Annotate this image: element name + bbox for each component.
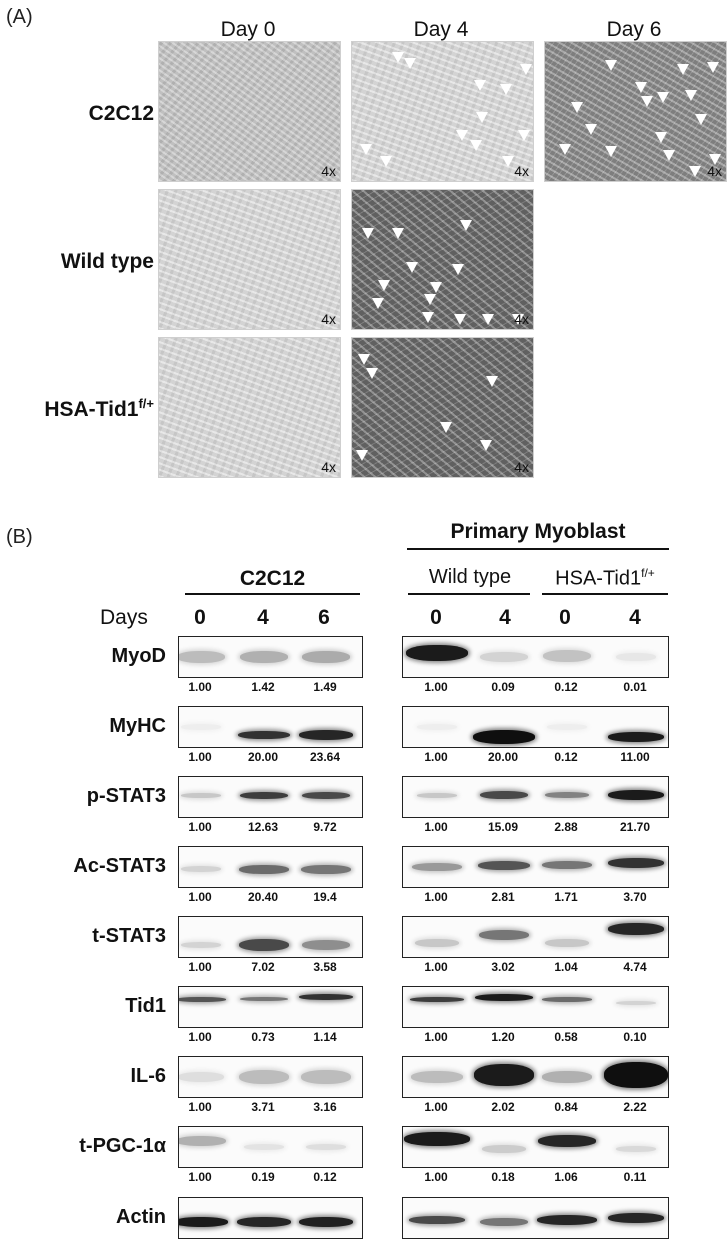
arrowhead-marker bbox=[358, 354, 370, 365]
quantification-value: 2.22 bbox=[623, 1100, 647, 1114]
blot-band bbox=[239, 865, 289, 874]
blot-band bbox=[181, 942, 221, 948]
arrowhead-marker bbox=[372, 298, 384, 309]
blot-label-actin: Actin bbox=[116, 1206, 166, 1228]
blot-label-t-stat3: t-STAT3 bbox=[92, 925, 166, 947]
arrowhead-marker bbox=[559, 144, 571, 155]
panel-a-label: (A) bbox=[6, 6, 33, 28]
arrowhead-marker bbox=[689, 166, 701, 177]
quantification-value: 1.04 bbox=[554, 960, 578, 974]
blot-band bbox=[178, 651, 225, 663]
blot-band bbox=[178, 1072, 224, 1082]
lane-day-label: 6 bbox=[318, 606, 330, 629]
arrowhead-marker bbox=[571, 102, 583, 113]
blot-band bbox=[302, 792, 350, 799]
hsa-tid1-header: HSA-$Tid1^{f/+}$ bbox=[555, 566, 655, 590]
arrowhead-marker bbox=[456, 130, 468, 141]
blot-strip bbox=[178, 776, 363, 818]
quantification-value: 1.20 bbox=[491, 1030, 515, 1044]
quantification-value: 1.00 bbox=[424, 890, 448, 904]
arrowhead-marker bbox=[518, 130, 530, 141]
lane-day-label: 4 bbox=[499, 606, 511, 629]
blot-strip bbox=[178, 986, 363, 1028]
quantification-value: 20.00 bbox=[487, 750, 519, 764]
quantification-value: 0.01 bbox=[623, 680, 647, 694]
quantification-value: 1.00 bbox=[188, 960, 212, 974]
blot-band bbox=[302, 651, 350, 663]
blot-band bbox=[479, 930, 529, 940]
blot-band bbox=[240, 651, 288, 663]
blot-band bbox=[181, 793, 221, 798]
arrowhead-marker bbox=[378, 280, 390, 291]
row-header-wild-type: Wild type bbox=[60, 250, 154, 273]
arrowhead-marker bbox=[392, 228, 404, 239]
lane-day-label: 0 bbox=[194, 606, 206, 629]
arrowhead-marker bbox=[404, 58, 416, 69]
quantification-value: 1.49 bbox=[313, 680, 337, 694]
blot-band bbox=[299, 994, 353, 1000]
magnification-label: 4x bbox=[707, 163, 722, 179]
blot-band bbox=[604, 1062, 668, 1088]
blot-strip bbox=[402, 1056, 669, 1098]
micrograph-hsa-tid1-day0 bbox=[158, 337, 341, 478]
quantification-value: 0.18 bbox=[491, 1170, 515, 1184]
micrograph-c2c12-day4 bbox=[351, 41, 534, 182]
blot-band bbox=[542, 997, 592, 1002]
micrograph-hsa-tid1-day4 bbox=[351, 337, 534, 478]
blot-band bbox=[480, 1218, 528, 1226]
blot-band bbox=[542, 861, 592, 869]
blot-band bbox=[411, 1071, 463, 1083]
blot-band bbox=[480, 791, 528, 799]
blot-band bbox=[404, 1132, 470, 1146]
arrowhead-marker bbox=[392, 52, 404, 63]
blot-strip bbox=[402, 706, 669, 748]
arrowhead-marker bbox=[460, 220, 472, 231]
blot-band bbox=[412, 863, 462, 871]
arrowhead-marker bbox=[362, 228, 374, 239]
quantification-value: 1.00 bbox=[188, 680, 212, 694]
blot-band bbox=[178, 997, 226, 1002]
blot-label-t-pgc-1-: t-PGC-1α bbox=[79, 1135, 166, 1157]
blot-strip bbox=[178, 1126, 363, 1168]
primary-myoblast-header: Primary Myoblast bbox=[450, 520, 626, 543]
arrowhead-marker bbox=[482, 314, 494, 325]
quantification-value: 23.64 bbox=[309, 750, 341, 764]
quantification-value: 1.00 bbox=[424, 1170, 448, 1184]
magnification-label: 4x bbox=[514, 163, 529, 179]
arrowhead-marker bbox=[585, 124, 597, 135]
blot-band bbox=[417, 724, 457, 730]
quantification-value: 1.00 bbox=[424, 1100, 448, 1114]
blot-strip bbox=[402, 986, 669, 1028]
arrowhead-marker bbox=[470, 140, 482, 151]
micrograph-c2c12-day6 bbox=[544, 41, 727, 182]
quantification-value: 0.10 bbox=[623, 1030, 647, 1044]
arrowhead-marker bbox=[685, 90, 697, 101]
blot-label-myod: MyoD bbox=[111, 645, 166, 667]
blot-band bbox=[478, 861, 530, 870]
blot-band bbox=[545, 939, 589, 947]
blot-label-ac-stat3: Ac-STAT3 bbox=[73, 855, 166, 877]
arrowhead-marker bbox=[356, 450, 368, 461]
blot-label-myhc: MyHC bbox=[109, 715, 166, 737]
arrowhead-marker bbox=[677, 64, 689, 75]
arrowhead-marker bbox=[502, 156, 514, 167]
magnification-label: 4x bbox=[321, 311, 336, 327]
days-label: Days bbox=[100, 606, 148, 629]
blot-strip bbox=[178, 636, 363, 678]
arrowhead-marker bbox=[635, 82, 647, 93]
quantification-value: 1.14 bbox=[313, 1030, 337, 1044]
blot-band bbox=[239, 1070, 289, 1084]
wild-type-header: Wild type bbox=[428, 566, 512, 588]
quantification-value: 1.00 bbox=[424, 680, 448, 694]
blot-band bbox=[299, 730, 353, 740]
blot-band bbox=[542, 1071, 592, 1083]
quantification-value: 0.12 bbox=[554, 680, 578, 694]
quantification-value: 7.02 bbox=[251, 960, 275, 974]
quantification-value: 19.4 bbox=[313, 890, 337, 904]
blot-strip bbox=[178, 916, 363, 958]
blot-label-tid1: Tid1 bbox=[125, 995, 166, 1017]
blot-band bbox=[547, 724, 587, 730]
blot-band bbox=[473, 730, 535, 744]
micrograph-c2c12-day0 bbox=[158, 41, 341, 182]
blot-label-p-stat3: p-STAT3 bbox=[86, 785, 166, 807]
quantification-value: 20.00 bbox=[247, 750, 279, 764]
quantification-value: 1.00 bbox=[424, 960, 448, 974]
arrowhead-marker bbox=[360, 144, 372, 155]
arrowhead-marker bbox=[474, 80, 486, 91]
quantification-value: 9.72 bbox=[313, 820, 337, 834]
arrowhead-marker bbox=[657, 92, 669, 103]
blot-strip bbox=[178, 846, 363, 888]
quantification-value: 11.00 bbox=[620, 750, 650, 764]
blot-band bbox=[616, 1146, 656, 1152]
quantification-value: 1.00 bbox=[188, 890, 212, 904]
quantification-value: 0.84 bbox=[554, 1100, 578, 1114]
blot-band bbox=[474, 1064, 534, 1086]
arrowhead-marker bbox=[486, 376, 498, 387]
arrowhead-marker bbox=[605, 60, 617, 71]
blot-band bbox=[417, 793, 457, 798]
arrowhead-marker bbox=[641, 96, 653, 107]
blot-band bbox=[608, 732, 664, 742]
quantification-value: 15.09 bbox=[487, 820, 519, 834]
blot-band bbox=[181, 866, 221, 872]
blot-strip bbox=[402, 916, 669, 958]
arrowhead-marker bbox=[663, 150, 675, 161]
blot-band bbox=[301, 1070, 351, 1084]
arrowhead-marker bbox=[480, 440, 492, 451]
quantification-value: 1.42 bbox=[251, 680, 275, 694]
column-header-day4: Day 4 bbox=[413, 18, 469, 41]
arrowhead-marker bbox=[476, 112, 488, 123]
blot-band bbox=[301, 865, 351, 874]
quantification-value: 0.11 bbox=[623, 1170, 647, 1184]
blot-strip bbox=[178, 1056, 363, 1098]
quantification-value: 21.70 bbox=[619, 820, 651, 834]
blot-band bbox=[409, 1216, 465, 1224]
row-header-hsa-tid1: HSA-$Tid1^{f/+}$ bbox=[44, 396, 154, 421]
quantification-value: 1.00 bbox=[188, 1170, 212, 1184]
column-header-day0: Day 0 bbox=[220, 18, 276, 41]
wild-type-rule bbox=[408, 593, 530, 595]
blot-band bbox=[238, 731, 290, 739]
blot-band bbox=[482, 1145, 526, 1153]
blot-band bbox=[306, 1144, 346, 1150]
lane-day-label: 0 bbox=[559, 606, 571, 629]
blot-band bbox=[178, 1217, 228, 1227]
quantification-value: 3.16 bbox=[313, 1100, 337, 1114]
arrowhead-marker bbox=[520, 64, 532, 75]
arrowhead-marker bbox=[430, 282, 442, 293]
blot-band bbox=[302, 940, 350, 950]
quantification-value: 1.00 bbox=[188, 820, 212, 834]
blot-band bbox=[240, 997, 288, 1001]
quantification-value: 2.88 bbox=[554, 820, 578, 834]
arrowhead-marker bbox=[695, 114, 707, 125]
quantification-value: 0.12 bbox=[313, 1170, 337, 1184]
blot-band bbox=[244, 1144, 284, 1150]
magnification-label: 4x bbox=[514, 459, 529, 475]
quantification-value: 0.73 bbox=[251, 1030, 275, 1044]
quantification-value: 1.00 bbox=[188, 1030, 212, 1044]
arrowhead-marker bbox=[605, 146, 617, 157]
panel-b-label: (B) bbox=[6, 526, 33, 548]
quantification-value: 3.70 bbox=[623, 890, 647, 904]
blot-strip bbox=[178, 1197, 363, 1239]
blot-band bbox=[608, 858, 664, 868]
lane-day-label: 4 bbox=[257, 606, 269, 629]
quantification-value: 1.00 bbox=[424, 1030, 448, 1044]
magnification-label: 4x bbox=[321, 459, 336, 475]
row-header-c2c12: C2C12 bbox=[88, 102, 154, 125]
magnification-label: 4x bbox=[514, 311, 529, 327]
blot-band bbox=[616, 653, 656, 661]
quantification-value: 2.81 bbox=[491, 890, 515, 904]
blot-band bbox=[406, 645, 468, 661]
arrowhead-marker bbox=[707, 62, 719, 73]
blot-band bbox=[608, 790, 664, 800]
quantification-value: 1.06 bbox=[554, 1170, 578, 1184]
arrowhead-marker bbox=[655, 132, 667, 143]
blot-strip bbox=[178, 706, 363, 748]
blot-band bbox=[608, 923, 664, 935]
arrowhead-marker bbox=[380, 156, 392, 167]
blot-band bbox=[543, 650, 591, 662]
quantification-value: 1.00 bbox=[188, 1100, 212, 1114]
blot-band bbox=[178, 1136, 226, 1146]
quantification-value: 1.00 bbox=[424, 750, 448, 764]
quantification-value: 1.00 bbox=[424, 820, 448, 834]
blot-band bbox=[480, 652, 528, 662]
arrowhead-marker bbox=[500, 84, 512, 95]
hsa-tid1-rule bbox=[542, 593, 668, 595]
micrograph-wild-type-day4 bbox=[351, 189, 534, 330]
blot-band bbox=[410, 997, 464, 1002]
blot-band bbox=[538, 1135, 596, 1147]
column-header-day6: Day 6 bbox=[606, 18, 662, 41]
arrowhead-marker bbox=[406, 262, 418, 273]
blot-strip bbox=[402, 846, 669, 888]
magnification-label: 4x bbox=[321, 163, 336, 179]
blot-band bbox=[181, 724, 221, 730]
quantification-value: 3.58 bbox=[313, 960, 337, 974]
arrowhead-marker bbox=[440, 422, 452, 433]
quantification-value: 0.12 bbox=[554, 750, 578, 764]
c2c12-rule bbox=[185, 593, 360, 595]
blot-strip bbox=[402, 776, 669, 818]
blot-band bbox=[415, 939, 459, 947]
quantification-value: 2.02 bbox=[491, 1100, 515, 1114]
quantification-value: 0.58 bbox=[554, 1030, 578, 1044]
blot-band bbox=[616, 1001, 656, 1005]
blot-band bbox=[299, 1217, 353, 1227]
blot-band bbox=[537, 1215, 597, 1225]
blot-band bbox=[239, 939, 289, 951]
blot-label-il-6: IL-6 bbox=[130, 1065, 166, 1087]
blot-strip bbox=[402, 1197, 669, 1239]
arrowhead-marker bbox=[366, 368, 378, 379]
primary-myoblast-rule bbox=[407, 548, 669, 550]
arrowhead-marker bbox=[454, 314, 466, 325]
lane-day-label: 4 bbox=[629, 606, 641, 629]
c2c12-header: C2C12 bbox=[239, 567, 306, 590]
arrowhead-marker bbox=[452, 264, 464, 275]
quantification-value: 20.40 bbox=[247, 890, 279, 904]
arrowhead-marker bbox=[422, 312, 434, 323]
blot-strip bbox=[402, 1126, 669, 1168]
blot-band bbox=[237, 1217, 291, 1227]
blot-band bbox=[475, 994, 533, 1001]
lane-day-label: 0 bbox=[430, 606, 442, 629]
arrowhead-marker bbox=[424, 294, 436, 305]
quantification-value: 3.02 bbox=[491, 960, 515, 974]
quantification-value: 0.09 bbox=[491, 680, 515, 694]
quantification-value: 4.74 bbox=[623, 960, 647, 974]
blot-strip bbox=[402, 636, 669, 678]
micrograph-wild-type-day0 bbox=[158, 189, 341, 330]
quantification-value: 3.71 bbox=[251, 1100, 275, 1114]
quantification-value: 0.19 bbox=[251, 1170, 275, 1184]
blot-band bbox=[545, 792, 589, 798]
quantification-value: 12.63 bbox=[247, 820, 279, 834]
quantification-value: 1.71 bbox=[554, 890, 578, 904]
blot-band bbox=[240, 792, 288, 799]
blot-band bbox=[608, 1213, 664, 1223]
quantification-value: 1.00 bbox=[188, 750, 212, 764]
